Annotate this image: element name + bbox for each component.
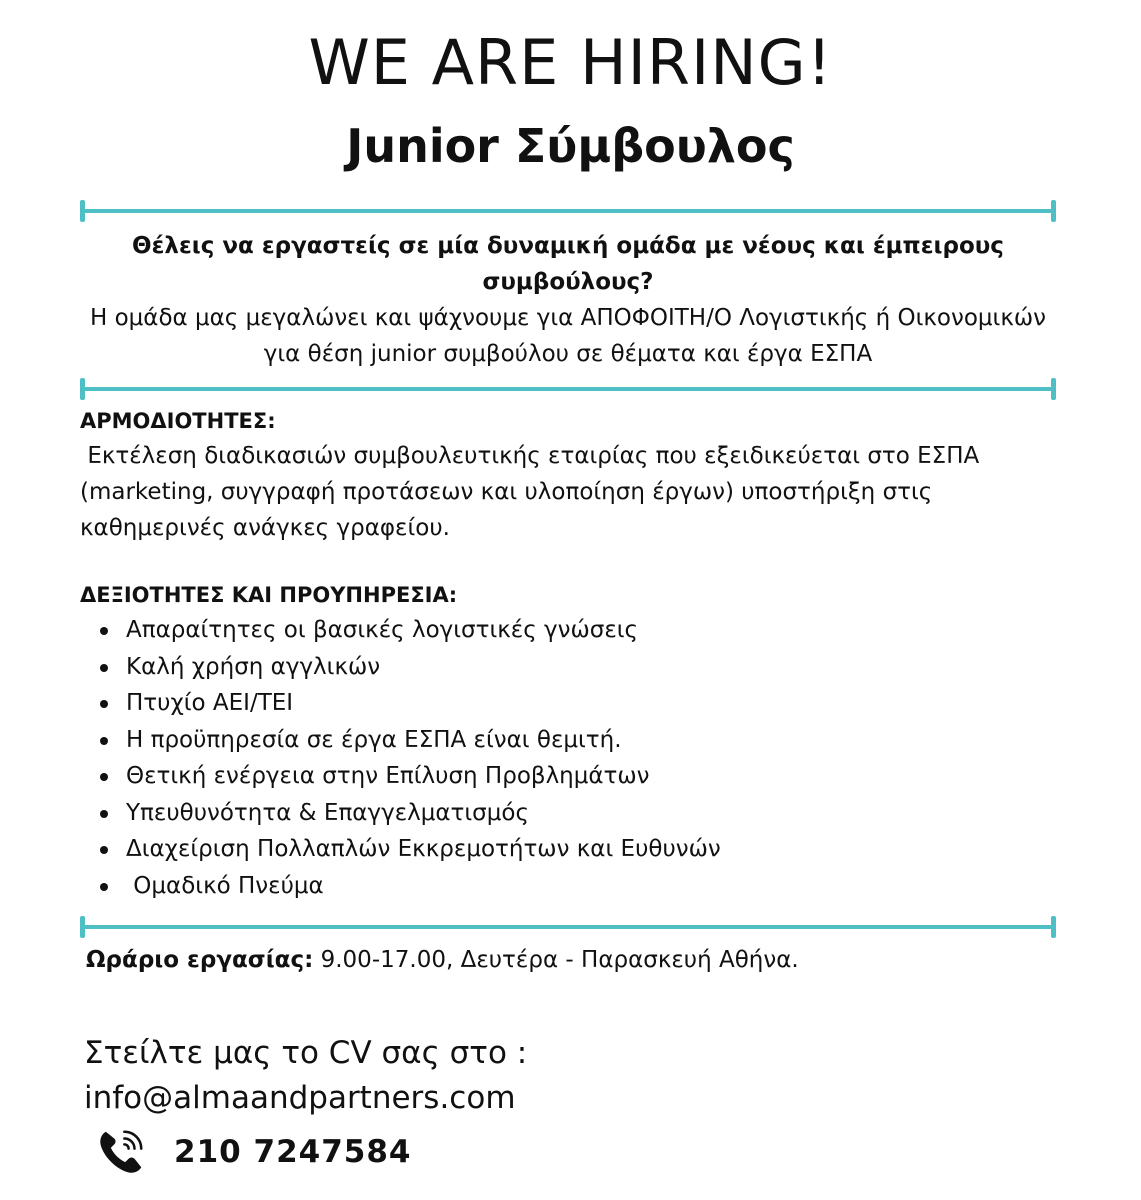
intro-description: Η ομάδα μας μεγαλώνει και ψάχνουμε για ΑΠΟΦΟΙΤΗ/Ο Λογιστικής ή Οικονομικών για θέση junior συμβούλου σε θέματα και έργα ΕΣΠΑ [90, 305, 1046, 367]
divider-top [80, 200, 1056, 222]
list-item: Πτυχίο ΑΕΙ/ΤΕΙ [126, 685, 1070, 722]
send-cv-text: Στείλτε μας το CV σας στο : [84, 1035, 528, 1071]
list-item: Διαχείριση Πολλαπλών Εκκρεμοτήτων και Ευθυνών [126, 831, 1070, 868]
list-item: Η προϋπηρεσία σε έργα ΕΣΠΑ είναι θεμιτή. [126, 722, 1070, 759]
divider-bottom [80, 916, 1056, 938]
skills-list [80, 612, 1070, 904]
divider-middle [80, 378, 1056, 400]
hours-label: Ωράριο εργασίας: [86, 947, 314, 973]
phone-row [94, 1124, 412, 1180]
working-hours [86, 942, 799, 978]
responsibilities-section [80, 404, 1070, 546]
contact-email[interactable]: info@almaandpartners.com [84, 1080, 516, 1116]
list-item: Καλή χρήση αγγλικών [126, 649, 1070, 686]
list-item: Ομαδικό Πνεύμα [126, 868, 1070, 905]
job-title: Junior Σύμβουλος [346, 119, 795, 173]
page-title: WE ARE HIRING! [308, 26, 833, 99]
intro-question: Θέλεις να εργαστείς σε μία δυναμική ομάδα με νέους και έμπειρους συμβούλους? [132, 233, 1004, 295]
skills-section [80, 578, 1070, 904]
list-item: Θετική ενέργεια στην Επίλυση Προβλημάτων [126, 758, 1070, 795]
contact-phone[interactable]: 210 7247584 [174, 1134, 412, 1170]
hours-value: 9.00-17.00, Δευτέρα - Παρασκευή Αθήνα. [313, 947, 799, 973]
list-item: Υπευθυνότητα & Επαγγελματισμός [126, 795, 1070, 832]
responsibilities-heading: ΑΡΜΟΔΙΟΤΗΤΕΣ: [80, 409, 276, 433]
skills-heading: ΔΕΞΙΟΤΗΤΕΣ ΚΑΙ ΠΡΟΥΠΗΡΕΣΙΑ: [80, 583, 458, 607]
responsibilities-text: Εκτέλεση διαδικασιών συμβουλευτικής εταιρίας που εξειδικεύεται στο ΕΣΠΑ (marketing, συγγραφή προτάσεων και υλοποίηση έργων) υποστήριξη στις καθημερινές ανάγκες γραφείου. [80, 443, 987, 541]
list-item: Απαραίτητες οι βασικές λογιστικές γνώσεις [126, 612, 1070, 649]
phone-icon [94, 1125, 148, 1179]
intro-block [80, 228, 1056, 372]
